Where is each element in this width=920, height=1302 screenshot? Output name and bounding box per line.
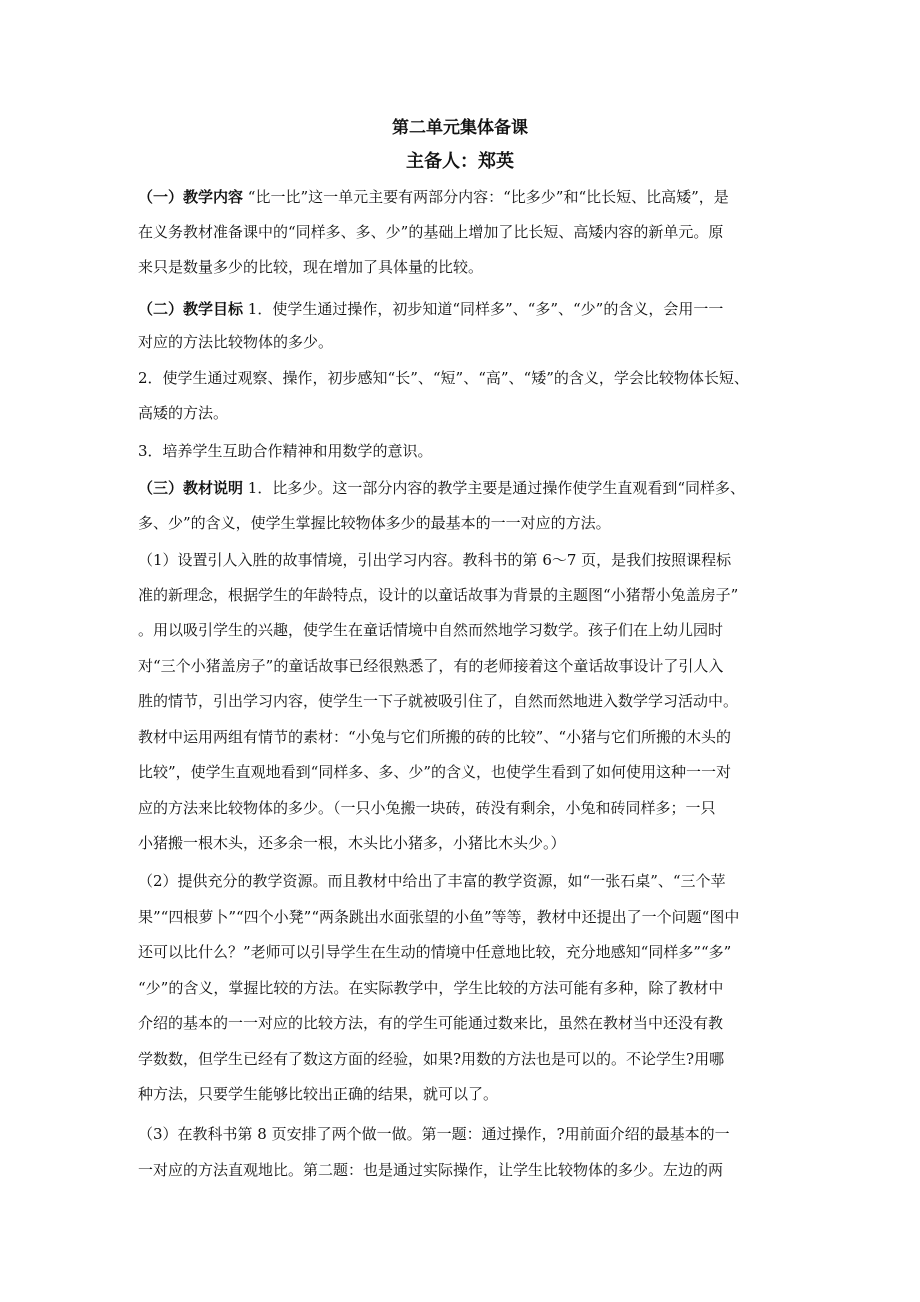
paragraph-line: 3．培养学生互助合作精神和用数学的意识。 bbox=[138, 442, 433, 460]
paragraph-line: 介绍的基本的一一对应的比较方法，有的学生可能通过数来比，虽然在教材当中还没有教 bbox=[138, 1014, 724, 1032]
section-heading: （二）教学目标 bbox=[138, 300, 244, 318]
document-title: 第二单元集体备课 bbox=[392, 118, 528, 138]
paragraph-line bbox=[138, 186, 798, 208]
paragraph-line bbox=[138, 298, 798, 320]
paragraph-line: 教材中运用两组有情节的素材：“小兔与它们所搬的砖的比较”、“小猪与它们所搬的木头的 bbox=[138, 728, 732, 746]
paragraph-line: 小猪搬一根木头，还多余一根，木头比小猪多，小猪比木头少。） bbox=[138, 834, 566, 852]
paragraph-line: 多、少”的含义，使学生掌握比较物体多少的最基本的一一对应的方法。 bbox=[138, 514, 611, 532]
paragraph-line: 胜的情节，引出学习内容，使学生一下子就被吸引住了，自然而然地进入数学学习活动中。 bbox=[138, 692, 739, 710]
paragraph-line: 高矮的方法。 bbox=[138, 404, 229, 422]
paragraph-line: 应的方法来比较物体的多少。（一只小兔搬一块砖，砖没有剩余，小兔和砖同样多；一只 bbox=[138, 799, 716, 817]
paragraph-line: （1）设置引人入胜的故事情境，引出学习内容。教科书的第 6～7 页，是我们按照课程标 bbox=[138, 551, 732, 569]
paragraph-line: 对应的方法比较物体的多少。 bbox=[138, 333, 334, 351]
paragraph-line: “少”的含义，掌握比较的方法。在实际教学中，学生比较的方法可能有多种，除了教材中 bbox=[138, 979, 724, 997]
paragraph-line: 2．使学生通过观察、操作，初步感知“长”、“短”、“高”、“矮”的含义，学会比较物体长短、 bbox=[138, 369, 749, 387]
paragraph-line: 果”“四根萝卜”“四个小凳”“两条跳出水面张望的小鱼”等等，教材中还提出了一个问题“图中 bbox=[138, 908, 740, 926]
paragraph-line: 在义务教材准备课中的“同样多、多、少”的基础上增加了比长短、高矮内容的新单元。原 bbox=[138, 223, 724, 241]
paragraph-line: 种方法，只要学生能够比较出正确的结果，就可以了。 bbox=[138, 1085, 499, 1103]
paragraph-line: 还可以比什么？”老师可以引导学生在生动的情境中任意地比较，充分地感知“同样多”“多” bbox=[138, 943, 732, 961]
paragraph-line: （3）在教科书第 8 页安排了两个做一做。第一题：通过操作，?用前面介绍的最基本的一 bbox=[138, 1125, 730, 1143]
section-text: 1．使学生通过操作，初步知道“同样多”、“多”、“少”的含义，会用一一 bbox=[243, 300, 724, 318]
section-text: 1．比多少。这一部分内容的教学主要是通过操作使学生直观看到“同样多、 bbox=[243, 479, 745, 497]
author-line: 主备人：郑英 bbox=[406, 151, 514, 172]
paragraph-line: 比较”，使学生直观地看到“同样多、多、少”的含义，也使学生看到了如何使用这种一一对 bbox=[138, 763, 732, 781]
paragraph-line: 。用以吸引学生的兴趣，使学生在童话情境中自然而然地学习数学。孩子们在上幼儿园时 bbox=[138, 621, 724, 639]
section-heading: （一）教学内容 bbox=[138, 188, 244, 206]
section-text: “比一比”这一单元主要有两部分内容：“比多少”和“比长短、比高矮”，是 bbox=[243, 188, 729, 206]
paragraph-line: 来只是数量多少的比较，现在增加了具体量的比较。 bbox=[138, 258, 484, 276]
paragraph-line: 学数数，但学生已经有了数这方面的经验，如果?用数的方法也是可以的。不论学生?用哪 bbox=[138, 1050, 725, 1068]
paragraph-line: 一对应的方法直观地比。第二题：也是通过实际操作，让学生比较物体的多少。左边的两 bbox=[138, 1161, 724, 1179]
paragraph-line: （2）提供充分的教学资源。而且教材中给出了丰富的教学资源，如“一张石桌”、“三个苹 bbox=[138, 872, 726, 890]
paragraph-line: 对“三个小猪盖房子”的童话故事已经很熟悉了，有的老师接着这个童话故事设计了引人入 bbox=[138, 657, 724, 675]
section-heading: （三）教材说明 bbox=[138, 479, 244, 497]
paragraph-line: 准的新理念，根据学生的年龄特点，设计的以童话故事为背景的主题图“小猪帮小兔盖房子” bbox=[138, 586, 739, 604]
paragraph-line bbox=[138, 477, 798, 499]
